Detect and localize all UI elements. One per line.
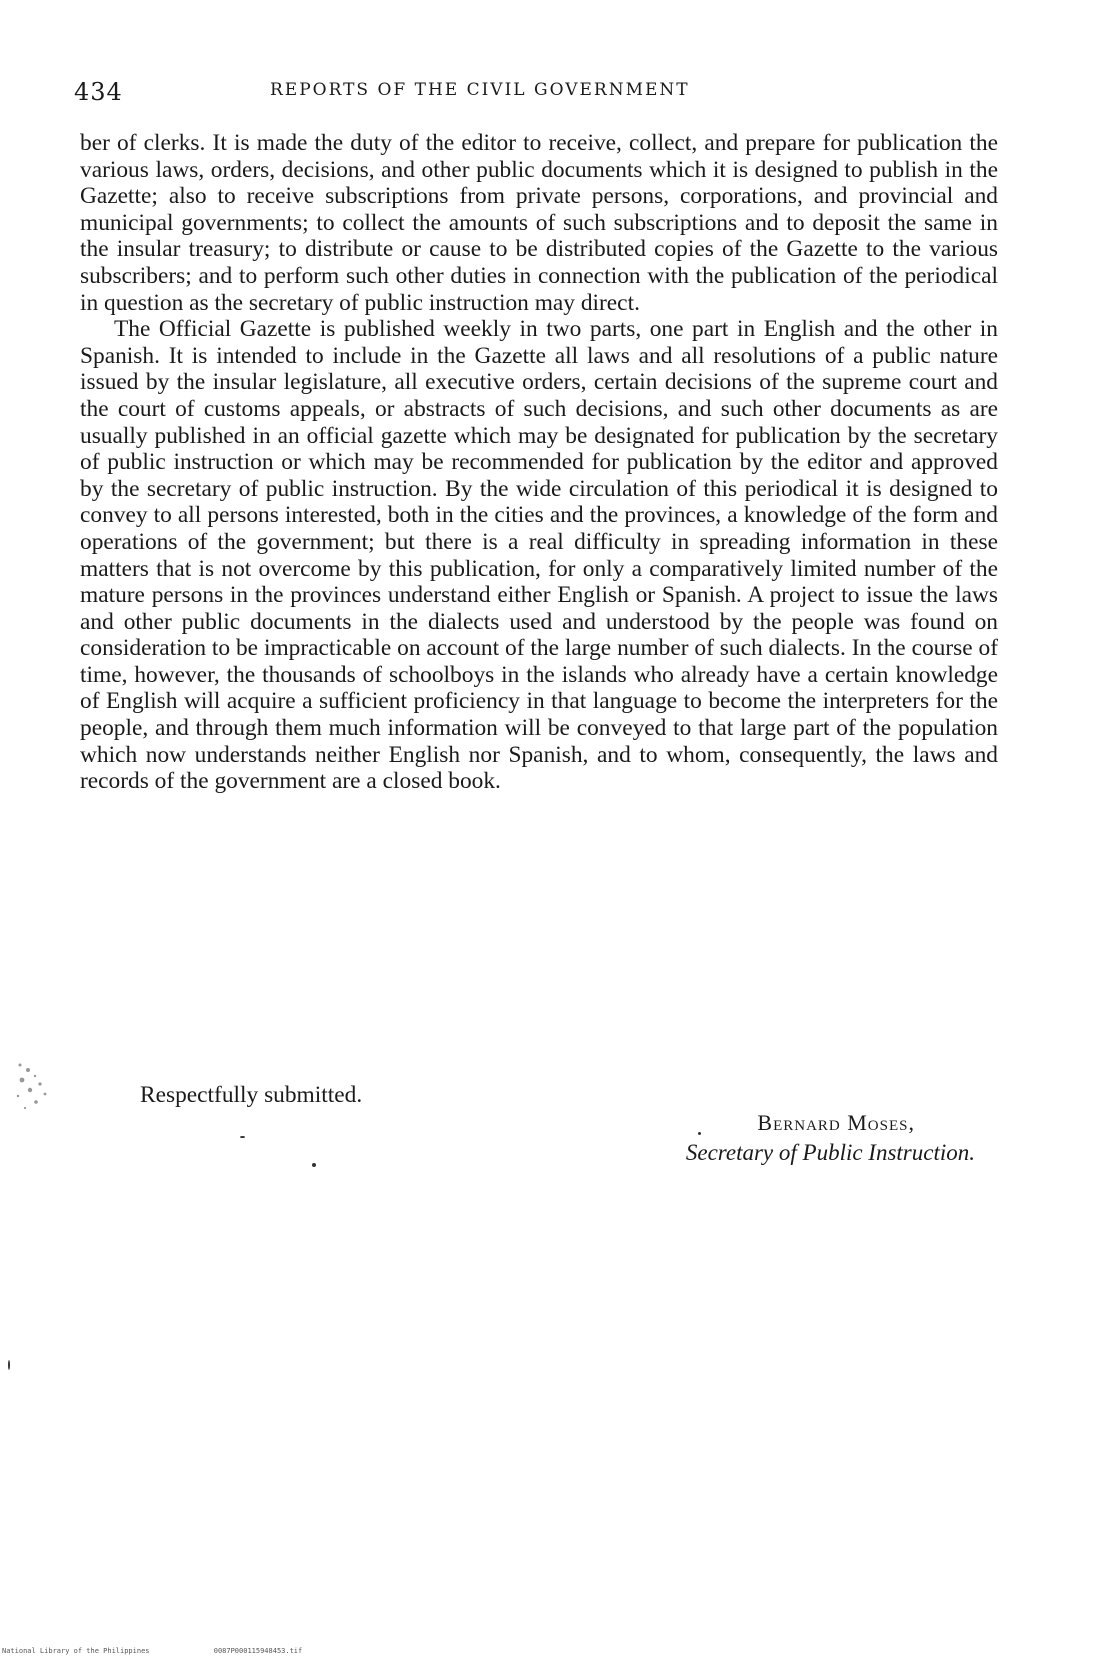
body-text — [80, 130, 998, 795]
paragraph-official-gazette: The Official Gazette is published weekly in two parts, one part in English and the other in Spanish. It is intended to include in the Gazette all laws and all resolutions of a public nature issued by the insular legislature, all executive orders, certain decisions of the supreme court and the court of customs appeals, or abstracts of such decisions, and such other documents as are usually published in an official gazette which may be designated for publication by the secretary of public instruction or which may be recommended for publication by the editor and approved by the secretary of public instruction. By the wide circulation of this periodical it is designed to convey to all persons interested, both in the cities and the provinces, a knowledge of the form and operations of the government; but there is a real difficulty in spreading information in these matters that is not overcome by this publication, for only a comparatively limited number of the mature persons in the provinces understand either English or Spanish. A project to issue the laws and other public documents in the dialects used and understood by the people was found on consideration to be impracticable on account of the large number of such dialects. In the course of time, however, the thousands of schoolboys in the islands who already have a certain knowledge of English will acquire a sufficient proficiency in that language to become the interpreters for the people, and through them much information will be conveyed to that large part of the population which now understands neither English nor Spanish, and to whom, consequently, the laws and records of the government are a closed book. — [80, 316, 998, 795]
scan-footer — [2, 1647, 302, 1655]
paragraph-continued: ber of clerks. It is made the duty of the editor to receive, collect, and prepare for publication the various laws, orders, decisions, and other public documents which it is designed to publish in the Gazette; also to receive subscriptions from private persons, corporations, and provincial and municipal governments; to collect the amounts of such subscriptions and to deposit the same in the insular treasury; to distribute or cause to be distributed copies of the Gazette to the various subscribers; and to perform such other duties in connection with the publication of the periodical in question as the secretary of public instruction may direct. — [80, 130, 998, 316]
page-speck — [240, 1136, 245, 1138]
page-speck — [698, 1132, 701, 1135]
signatory-name: Bernard Moses, — [757, 1110, 915, 1135]
signature-block — [686, 1110, 975, 1166]
signatory-title: Secretary of Public Instruction. — [685, 1140, 975, 1165]
page-speck — [312, 1163, 316, 1167]
page-header — [70, 72, 970, 112]
closing-line: Respectfully submitted. — [140, 1082, 363, 1108]
footer-library: National Library of the Philippines — [2, 1647, 150, 1655]
page-number: 434 — [74, 78, 123, 106]
running-head: REPORTS OF THE CIVIL GOVERNMENT — [270, 80, 690, 100]
page-speck — [8, 1360, 10, 1370]
margin-stain — [0, 1050, 60, 1130]
footer-file: 0087P000115948453.tif — [213, 1647, 303, 1655]
